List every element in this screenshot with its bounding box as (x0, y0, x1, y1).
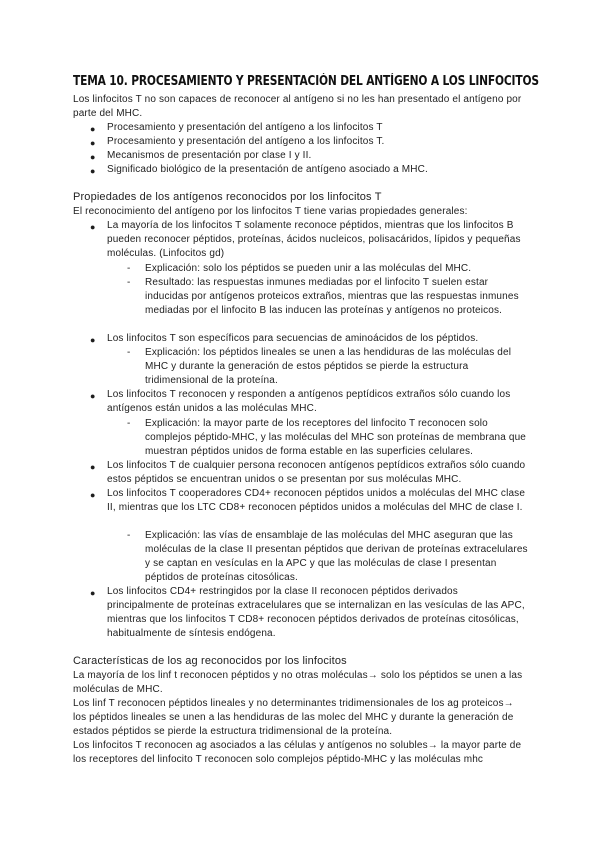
index-item: Significado biológico de la presentación de antígeno asociado a MHC. (107, 164, 428, 175)
dash-icon: - (127, 418, 131, 429)
property-item: Los linfocitos T reconocen y responden a antígenos peptídicos extraños sólo cuando los antígenos están unidos a las moléculas MHC. (107, 389, 511, 414)
bullet-icon: ● (90, 588, 96, 598)
dash-icon: - (127, 530, 131, 541)
section-heading: Propiedades de los antígenos reconocidos por los linfocitos T (73, 191, 382, 203)
bullet-icon: ● (90, 222, 96, 232)
explanation-item: Explicación: solo los péptidos se pueden unir a las moléculas del MHC. (145, 263, 472, 274)
property-item: Los linfocitos CD4+ restringidos por la clase II reconocen péptidos derivados principalmente de proteínas extracelulares que se internalizan en las vesículas de las APC, mientras que los linfocitos T CD8+ reconocen péptidos derivados de proteínas citosólicas, habitualmente de síntesis endógena. (107, 586, 525, 639)
dash-icon: - (127, 347, 131, 358)
characteristics-paragraph (73, 739, 528, 767)
bullet-icon: ● (90, 391, 96, 401)
arrow-icon: → (427, 740, 438, 751)
paragraph-text: los péptidos lineales se unen a las hendiduras de las molec del MHC y durante la generación de estados péptidos se pierde la estructura tridimensional de la proteína. (73, 712, 514, 737)
characteristics-paragraph (73, 697, 528, 739)
arrow-icon: → (503, 698, 514, 709)
paragraph-text: la mayor parte de los receptores del linfocito T reconocen solo complejos péptido-MHC y las moléculas mhc (73, 740, 522, 765)
property-item: Los linfocitos T son específicos para secuencias de aminoácidos de los péptidos. (107, 333, 479, 344)
result-item: Resultado: las respuestas inmunes mediadas por el linfocito T suelen estar inducidas por antígenos proteicos extraños, mientras que las respuestas inmunes mediadas por el linfocito B las inducen las proteínas y antígenos no proteicos. (145, 277, 519, 316)
bullet-icon: ● (90, 166, 96, 176)
section-heading: Características de los ag reconocidos por los linfocitos (73, 655, 347, 667)
dash-icon: - (127, 277, 131, 288)
bullet-icon: ● (90, 124, 96, 134)
property-item: Los linfocitos T cooperadores CD4+ reconocen péptidos unidos a moléculas del MHC clase II, mientras que los LTC CD8+ reconocen péptidos unidos a moléculas del MHC de clase I. (107, 488, 526, 513)
index-item: Procesamiento y presentación del antígeno a los linfocitos T (107, 122, 383, 133)
explanation-item: Explicación: las vías de ensamblaje de las moléculas del MHC aseguran que las moléculas de la clase II presentan péptidos que derivan de proteínas extracelulares y se captan en vesículas en la APC y que las moléculas de clase I presentan péptidos de proteínas citosólicas. (145, 530, 528, 583)
paragraph-text: solo los péptidos se unen a las moléculas de MHC. (73, 670, 523, 695)
characteristics-paragraph (73, 669, 528, 697)
paragraph-text: Los linf T reconocen péptidos lineales y no determinantes tridimensionales de los ag proteicos (73, 698, 504, 709)
paragraph-text: La mayoría de los linf t reconocen péptidos y no otras moléculas (73, 670, 368, 681)
bullet-icon: ● (90, 138, 96, 148)
paragraph-text: Los linfocitos T reconocen ag asociados a las células y antígenos no solubles (73, 740, 428, 751)
property-item: La mayoría de los linfocitos T solamente reconoce péptidos, mientras que los linfocitos B pueden reconocer péptidos, proteínas, ácidos nucleicos, polisacáridos, lípidos y pequeñas moléculas. (Linfocitos gd) (107, 220, 521, 259)
explanation-item: Explicación: la mayor parte de los receptores del linfocito T reconocen solo complejos péptido-MHC, y las moléculas del MHC son proteínas de membrana que muestran péptidos unidos de forma estable en las superficies celulares. (145, 418, 527, 457)
index-item: Procesamiento y presentación del antígeno a los linfocitos T. (107, 136, 385, 147)
section-lead: El reconocimiento del antígeno por los linfocitos T tiene varias propiedades generales: (73, 206, 468, 217)
bullet-icon: ● (90, 490, 96, 500)
index-item: Mecanismos de presentación por clase I y II. (107, 150, 312, 161)
intro-paragraph: Los linfocitos T no son capaces de reconocer al antígeno si no les han presentado el antígeno por parte del MHC. (73, 94, 522, 119)
property-item: Los linfocitos T de cualquier persona reconocen antígenos peptídicos extraños sólo cuando estos péptidos se encuentran unidos o se presentan por sus moléculas MHC. (107, 460, 526, 485)
dash-icon: - (127, 263, 131, 274)
bullet-icon: ● (90, 462, 96, 472)
arrow-icon: → (367, 670, 378, 681)
bullet-icon: ● (90, 335, 96, 345)
explanation-item: Explicación: los péptidos lineales se unen a las hendiduras de las moléculas del MHC y durante la generación de estos péptidos se pierde la estructura tridimensional de la proteína. (145, 347, 512, 386)
page-title: TEMA 10. PROCESAMIENTO Y PRESENTACIÓN DEL ANTÍGENO A LOS LINFOCITOS (73, 74, 539, 89)
bullet-icon: ● (90, 152, 96, 162)
